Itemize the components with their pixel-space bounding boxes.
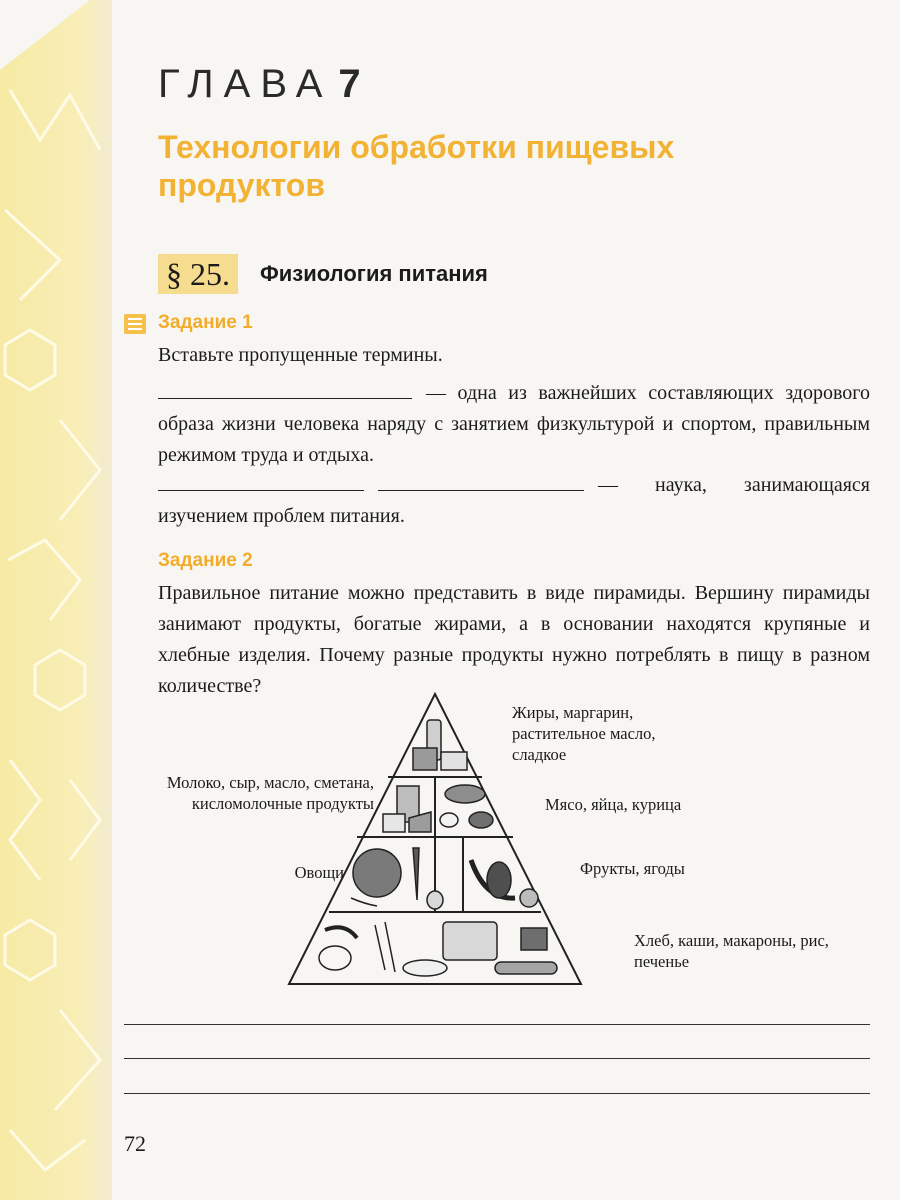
answer-blank[interactable]	[378, 470, 584, 491]
page-number: 72	[124, 1131, 146, 1156]
pyramid-label-meat: Мясо, яйца, курица	[545, 795, 682, 814]
section-number: § 25.	[158, 254, 238, 294]
answer-line[interactable]	[124, 1058, 870, 1059]
meat-fish-icon	[440, 785, 493, 828]
answer-blank[interactable]	[158, 378, 412, 399]
pyramid-label-fruits: Фрукты, ягоды	[580, 859, 685, 878]
section-header	[158, 254, 488, 294]
chapter-word: ГЛАВА	[158, 62, 333, 106]
fruits-icon	[471, 860, 538, 907]
task1-sentence2-text: — наука, занимающаяся изучением проблем питания.	[158, 474, 870, 527]
chapter-label	[158, 62, 361, 107]
fats-sweets-icon	[413, 720, 467, 770]
task2-text: Правильное питание можно представить в виде пирамиды. Вершину пирамиды занимают продукты, богатые жирами, а в основании находятся крупяные и хлебные изделия. Почему разные продукты нужно потреблять в пищу в разном количестве?	[158, 582, 870, 697]
pyramid-label-dairy: Молоко, сыр, масло, сметана, кисломолочные продукты	[166, 773, 374, 813]
pyramid-label-vegetables: Овощи	[294, 863, 344, 882]
task2-heading: Задание 2	[158, 550, 253, 571]
chapter-title: Технологии обработки пищевых продуктов	[158, 129, 675, 203]
pyramid-label-fats: Жиры, маргарин, растительное масло, сладкое	[512, 703, 656, 764]
answer-line[interactable]	[124, 1024, 870, 1025]
dairy-icon	[383, 786, 431, 832]
task1-heading: Задание 1	[158, 312, 253, 333]
section-title: Физиология питания	[260, 261, 488, 286]
task-icon	[124, 314, 146, 334]
page-corner	[0, 0, 90, 70]
task1-sentence1-text: — одна из важнейших составляющих здорового образа жизни человека наряду с занятием физкультурой и спортом, правильным режимом труда и отдыха.	[158, 382, 870, 466]
vegetables-icon	[351, 848, 443, 909]
margin-pattern	[0, 0, 112, 1200]
task1-sentence2	[158, 470, 870, 532]
task1-sentence1	[158, 378, 870, 471]
decorative-margin	[0, 0, 112, 1200]
answer-line[interactable]	[124, 1093, 870, 1094]
chapter-number: 7	[338, 62, 361, 106]
task1-instruction: Вставьте пропущенные термины.	[158, 344, 443, 366]
pyramid-label-grains: Хлеб, каши, макароны, рис, печенье	[634, 931, 829, 971]
grains-bread-icon	[319, 922, 557, 976]
answer-blank[interactable]	[158, 470, 364, 491]
